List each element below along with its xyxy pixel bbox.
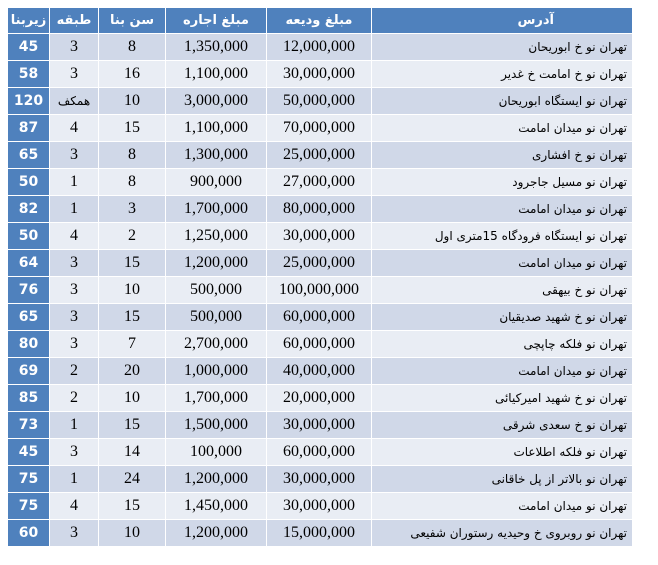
cell-floor: 2 — [50, 385, 99, 412]
cell-floor: 3 — [50, 304, 99, 331]
table-row — [8, 412, 633, 439]
cell-area: 82 — [8, 196, 50, 223]
cell-floor: 3 — [50, 439, 99, 466]
header-deposit: مبلغ ودیعه — [267, 8, 372, 34]
cell-floor: 1 — [50, 466, 99, 493]
cell-address: تهران نو مسیل جاجرود — [372, 169, 633, 196]
cell-age: 3 — [99, 196, 166, 223]
header-address: آدرس — [372, 8, 633, 34]
table-row — [8, 115, 633, 142]
cell-floor: 3 — [50, 34, 99, 61]
table-row — [8, 331, 633, 358]
cell-area: 80 — [8, 331, 50, 358]
cell-rent: 1,200,000 — [166, 520, 267, 547]
cell-floor: 4 — [50, 223, 99, 250]
header-rent: مبلغ اجاره — [166, 8, 267, 34]
cell-deposit: 60,000,000 — [267, 331, 372, 358]
cell-age: 2 — [99, 223, 166, 250]
cell-address: تهران نو ایستگاه فرودگاه 15متری اول — [372, 223, 633, 250]
table-row — [8, 520, 633, 547]
cell-address: تهران نو روبروی خ وحیدیه رستوران شفیعی — [372, 520, 633, 547]
cell-floor: 3 — [50, 142, 99, 169]
cell-age: 15 — [99, 412, 166, 439]
table-row — [8, 196, 633, 223]
cell-area: 50 — [8, 169, 50, 196]
cell-rent: 100,000 — [166, 439, 267, 466]
cell-rent: 1,300,000 — [166, 142, 267, 169]
cell-rent: 2,700,000 — [166, 331, 267, 358]
cell-address: تهران نو خ ابوریحان — [372, 34, 633, 61]
table-row — [8, 142, 633, 169]
cell-age: 8 — [99, 169, 166, 196]
cell-deposit: 70,000,000 — [267, 115, 372, 142]
cell-area: 75 — [8, 493, 50, 520]
cell-deposit: 12,000,000 — [267, 34, 372, 61]
cell-floor: 3 — [50, 61, 99, 88]
cell-rent: 1,500,000 — [166, 412, 267, 439]
cell-deposit: 30,000,000 — [267, 466, 372, 493]
cell-address: تهران نو خ افشاری — [372, 142, 633, 169]
cell-area: 76 — [8, 277, 50, 304]
cell-address: تهران نو ایستگاه ابوریحان — [372, 88, 633, 115]
cell-floor: 3 — [50, 277, 99, 304]
cell-address: تهران نو فلکه اطلاعات — [372, 439, 633, 466]
cell-deposit: 30,000,000 — [267, 223, 372, 250]
cell-age: 24 — [99, 466, 166, 493]
table-body — [8, 34, 633, 547]
cell-address: تهران نو خ امامت خ غدیر — [372, 61, 633, 88]
cell-age: 10 — [99, 277, 166, 304]
cell-rent: 1,250,000 — [166, 223, 267, 250]
cell-area: 87 — [8, 115, 50, 142]
cell-deposit: 30,000,000 — [267, 412, 372, 439]
cell-address: تهران نو میدان امامت — [372, 358, 633, 385]
cell-floor: 2 — [50, 358, 99, 385]
table-row — [8, 358, 633, 385]
table-row — [8, 223, 633, 250]
table-row — [8, 304, 633, 331]
cell-deposit: 20,000,000 — [267, 385, 372, 412]
cell-age: 14 — [99, 439, 166, 466]
cell-rent: 1,700,000 — [166, 385, 267, 412]
cell-age: 10 — [99, 88, 166, 115]
table-row — [8, 169, 633, 196]
header-area: زیربنا — [8, 8, 50, 34]
cell-floor: همکف — [50, 88, 99, 115]
cell-age: 15 — [99, 493, 166, 520]
cell-deposit: 25,000,000 — [267, 142, 372, 169]
header-floor: طبقه — [50, 8, 99, 34]
cell-deposit: 30,000,000 — [267, 493, 372, 520]
cell-floor: 1 — [50, 169, 99, 196]
cell-deposit: 40,000,000 — [267, 358, 372, 385]
cell-age: 15 — [99, 250, 166, 277]
cell-deposit: 60,000,000 — [267, 439, 372, 466]
table-row — [8, 61, 633, 88]
cell-address: تهران نو بالاتر از پل خاقانی — [372, 466, 633, 493]
cell-rent: 1,350,000 — [166, 34, 267, 61]
cell-deposit: 27,000,000 — [267, 169, 372, 196]
cell-deposit: 25,000,000 — [267, 250, 372, 277]
cell-area: 73 — [8, 412, 50, 439]
cell-deposit: 80,000,000 — [267, 196, 372, 223]
cell-rent: 1,200,000 — [166, 466, 267, 493]
table-row — [8, 88, 633, 115]
rental-listings-table — [7, 7, 632, 547]
cell-age: 16 — [99, 61, 166, 88]
cell-rent: 1,700,000 — [166, 196, 267, 223]
cell-age: 10 — [99, 385, 166, 412]
header-row — [8, 8, 633, 34]
cell-area: 64 — [8, 250, 50, 277]
table-row — [8, 466, 633, 493]
cell-rent: 1,450,000 — [166, 493, 267, 520]
cell-area: 69 — [8, 358, 50, 385]
cell-address: تهران نو خ شهید امیرکیائی — [372, 385, 633, 412]
cell-rent: 1,100,000 — [166, 61, 267, 88]
cell-rent: 900,000 — [166, 169, 267, 196]
cell-deposit: 100,000,000 — [267, 277, 372, 304]
cell-rent: 1,000,000 — [166, 358, 267, 385]
table-row — [8, 439, 633, 466]
cell-address: تهران نو میدان امامت — [372, 250, 633, 277]
cell-rent: 500,000 — [166, 277, 267, 304]
cell-age: 20 — [99, 358, 166, 385]
cell-age: 15 — [99, 304, 166, 331]
cell-deposit: 30,000,000 — [267, 61, 372, 88]
cell-floor: 3 — [50, 331, 99, 358]
listing-table-container — [7, 7, 632, 565]
table-row — [8, 385, 633, 412]
cell-floor: 3 — [50, 250, 99, 277]
cell-address: تهران نو خ سعدی شرقی — [372, 412, 633, 439]
cell-floor: 4 — [50, 493, 99, 520]
cell-floor: 4 — [50, 115, 99, 142]
cell-age: 15 — [99, 115, 166, 142]
cell-area: 45 — [8, 439, 50, 466]
cell-age: 10 — [99, 520, 166, 547]
table-row — [8, 277, 633, 304]
cell-area: 60 — [8, 520, 50, 547]
cell-rent: 1,200,000 — [166, 250, 267, 277]
cell-area: 120 — [8, 88, 50, 115]
cell-address: تهران نو میدان امامت — [372, 115, 633, 142]
cell-area: 50 — [8, 223, 50, 250]
cell-floor: 1 — [50, 196, 99, 223]
cell-age: 8 — [99, 34, 166, 61]
cell-rent: 500,000 — [166, 304, 267, 331]
cell-deposit: 60,000,000 — [267, 304, 372, 331]
cell-address: تهران نو میدان امامت — [372, 493, 633, 520]
cell-age: 7 — [99, 331, 166, 358]
cell-rent: 3,000,000 — [166, 88, 267, 115]
cell-area: 65 — [8, 304, 50, 331]
cell-deposit: 15,000,000 — [267, 520, 372, 547]
cell-floor: 1 — [50, 412, 99, 439]
cell-address: تهران نو خ بیهقی — [372, 277, 633, 304]
header-age: سن بنا — [99, 8, 166, 34]
table-row — [8, 34, 633, 61]
cell-address: تهران نو میدان امامت — [372, 196, 633, 223]
cell-address: تهران نو فلکه چاپچی — [372, 331, 633, 358]
table-row — [8, 493, 633, 520]
cell-area: 85 — [8, 385, 50, 412]
cell-area: 45 — [8, 34, 50, 61]
cell-area: 58 — [8, 61, 50, 88]
cell-area: 75 — [8, 466, 50, 493]
table-row — [8, 250, 633, 277]
cell-deposit: 50,000,000 — [267, 88, 372, 115]
cell-area: 65 — [8, 142, 50, 169]
cell-rent: 1,100,000 — [166, 115, 267, 142]
cell-address: تهران نو خ شهید صدیقیان — [372, 304, 633, 331]
cell-floor: 3 — [50, 520, 99, 547]
cell-age: 8 — [99, 142, 166, 169]
